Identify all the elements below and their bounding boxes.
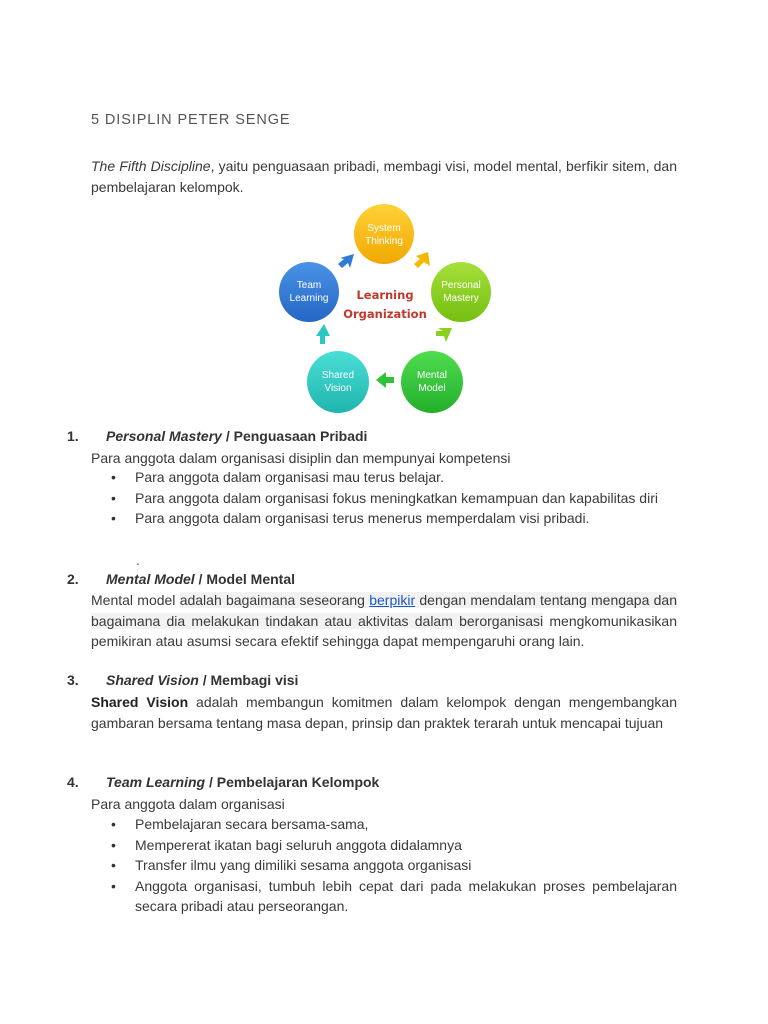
- learning-organization-diagram: [268, 196, 500, 422]
- list-item: • Para anggota dalam organisasi terus menerus memperdalam visi pribadi.: [91, 508, 677, 529]
- section-2-paragraph: [91, 590, 677, 652]
- section-1-title-rest: Penguasaan Pribadi: [233, 428, 368, 444]
- section-3-title-rest: Membagi visi: [210, 672, 299, 688]
- node-team-learning-line1: Team: [296, 280, 322, 291]
- section-4-title-italic: Team Learning: [106, 774, 206, 790]
- list-item: • Transfer ilmu yang dimiliki sesama anggota organisasi: [91, 855, 677, 876]
- section-3-title-italic: Shared Vision: [106, 672, 199, 688]
- section-1-title-italic: Personal Mastery: [106, 428, 222, 444]
- node-shared-vision-line2: Vision: [324, 383, 352, 394]
- center-label-line2: Organization: [343, 307, 427, 321]
- intro-paragraph: [91, 156, 677, 198]
- section-1-bullet-list: [91, 467, 677, 529]
- section-4-title-sep: /: [205, 774, 217, 790]
- section-3-number: 3.: [67, 672, 79, 688]
- list-item: • Anggota organisasi, tumbuh lebih cepat dari pada melakukan proses pembelajaran secara pribadi atau perseorangan.: [91, 876, 677, 917]
- section-1-paragraph: Para anggota dalam organisasi disiplin dan mempunyai kompetensi: [91, 450, 511, 466]
- section-1-title-sep: /: [221, 428, 234, 444]
- intro-text: , yaitu penguasaan pribadi, membagi visi, model mental, berfikir sitem, dan pembelajaran kelompok.: [91, 158, 677, 195]
- section-2-para-end: mengkomunikasikan pemikiran atau asumsi secara efektif sehingga dapat mempengaruhi orang lain.: [91, 612, 677, 649]
- node-personal-mastery-line2: Mastery: [443, 293, 479, 304]
- node-mental-model: [401, 351, 463, 413]
- node-system-thinking: [354, 204, 414, 264]
- list-item: • Para anggota dalam organisasi fokus meningkatkan kemampuan dan kapabilitas diri: [91, 488, 677, 509]
- arrow-icon-system-to-personal: [414, 252, 430, 268]
- list-item: • Para anggota dalam organisasi mau terus belajar.: [91, 467, 677, 488]
- berpikir-link[interactable]: berpikir: [369, 592, 416, 608]
- list-item: • Mempererat ikatan bagi seluruh anggota didalamnya: [91, 835, 677, 856]
- section-2-title-sep: /: [194, 571, 207, 587]
- section-1-title: [67, 428, 367, 444]
- arrow-icon-mental-to-shared: [376, 372, 394, 388]
- center-label-line1: Learning: [356, 288, 414, 302]
- section-3-title-sep: /: [198, 672, 211, 688]
- section-4-number: 4.: [67, 774, 79, 790]
- section-2-para-c: dengan mendalam tentang mengapa dan bagaimana dia melakukan tindakan atau aktivitas dalam berorganisasi: [91, 592, 678, 629]
- section-3-para-bold: Shared Vision: [91, 694, 189, 710]
- section-4-bullet-list: [91, 814, 677, 917]
- node-personal-mastery: [431, 262, 491, 322]
- node-system-thinking-line1: System: [367, 223, 401, 234]
- arrow-icon-team-to-system: [338, 254, 354, 268]
- section-3-title: [67, 672, 298, 688]
- section-2-title-italic: Mental Model: [106, 571, 195, 587]
- node-shared-vision-line1: Shared: [321, 370, 355, 381]
- section-4-title-rest: Pembelajaran Kelompok: [216, 774, 380, 790]
- node-system-thinking-line2: Thinking: [365, 236, 403, 247]
- section-2-para-start: Mental model: [91, 592, 180, 608]
- intro-italic-term: The Fifth Discipline: [91, 158, 211, 174]
- section-2-para-b: adalah bagaimana seseorang: [179, 592, 370, 608]
- arrow-icon-shared-to-team: [316, 324, 330, 344]
- node-mental-model-line1: Mental: [416, 370, 448, 381]
- node-personal-mastery-line1: Personal: [441, 280, 481, 291]
- section-2-title: [67, 571, 295, 587]
- section-3-paragraph: [91, 692, 677, 733]
- node-mental-model-line2: Model: [418, 383, 446, 394]
- section-4-title: [67, 774, 379, 790]
- section-4-paragraph: Para anggota dalam organisasi: [91, 796, 285, 812]
- section-2-number: 2.: [67, 571, 79, 587]
- list-item: • Pembelajaran secara bersama-sama,: [91, 814, 677, 835]
- node-team-learning: [279, 262, 339, 322]
- node-team-learning-line2: Learning: [289, 293, 329, 304]
- arrow-icon-personal-to-mental: [436, 328, 452, 342]
- section-1-number: 1.: [67, 428, 79, 444]
- section-3-para-text: adalah membangun komitmen dalam kelompok dengan mengembangkan gambaran bersama tentang masa depan, prinsip dan praktek terarah untuk mencapai tujuan: [91, 694, 677, 731]
- section-1-trailing-dot: .: [136, 552, 140, 568]
- section-2-title-rest: Model Mental: [206, 571, 296, 587]
- node-shared-vision: [307, 351, 369, 413]
- page-title: 5 DISIPLIN PETER SENGE: [91, 112, 291, 128]
